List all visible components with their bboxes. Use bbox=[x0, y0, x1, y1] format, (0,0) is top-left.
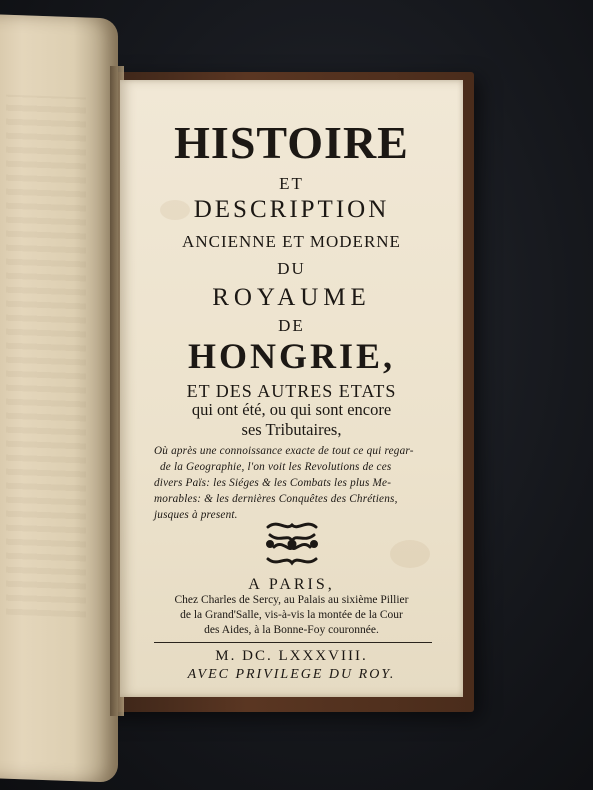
description-line: jusques à present. bbox=[154, 509, 238, 521]
publication-date: M. DC. LXXXVIII. bbox=[215, 648, 368, 664]
description-line: divers Païs: les Siéges & les Combats les plus Me- bbox=[154, 477, 392, 489]
imprint-place: A PARIS, bbox=[248, 576, 335, 593]
states-line-3: ses Tributaires, bbox=[241, 420, 342, 439]
printers-ornament-icon bbox=[260, 517, 324, 571]
imprint-line: Chez Charles de Sercy, au Palais au sixième Pillier bbox=[174, 594, 409, 606]
title-royaume: ROYAUME bbox=[212, 284, 371, 311]
show-through-print bbox=[6, 95, 86, 618]
description-line: morables: & les dernières Conquêtes des Chrétiens, bbox=[154, 493, 398, 505]
royal-privilege: AVEC PRIVILEGE DU ROY. bbox=[187, 667, 396, 682]
title-histoire: HISTOIRE bbox=[174, 117, 409, 168]
states-line-2: qui ont été, ou qui sont encore bbox=[191, 400, 392, 419]
description-line: de la Geographie, l'on voit les Revolutions de ces bbox=[160, 461, 392, 473]
imprint-line: des Aides, à la Bonne-Foy couronnée. bbox=[204, 624, 379, 636]
imprint-line: de la Grand'Salle, vis-à-vis la montée de la Cour bbox=[180, 609, 403, 621]
title-description: DESCRIPTION bbox=[193, 196, 390, 223]
title-du: DU bbox=[277, 259, 306, 278]
states-line: ET DES AUTRES ETATS bbox=[186, 381, 397, 401]
description-line: Où après une connoissance exacte de tout ce qui regar- bbox=[154, 445, 414, 457]
divider-rule bbox=[154, 642, 432, 643]
title-page bbox=[120, 80, 463, 697]
subtitle-ancienne: ANCIENNE ET MODERNE bbox=[182, 232, 401, 251]
title-hongrie: HONGRIE, bbox=[187, 336, 396, 376]
left-page bbox=[0, 13, 118, 782]
foxing-spot bbox=[390, 540, 430, 568]
title-et: ET bbox=[279, 174, 304, 193]
title-de: DE bbox=[278, 316, 305, 335]
